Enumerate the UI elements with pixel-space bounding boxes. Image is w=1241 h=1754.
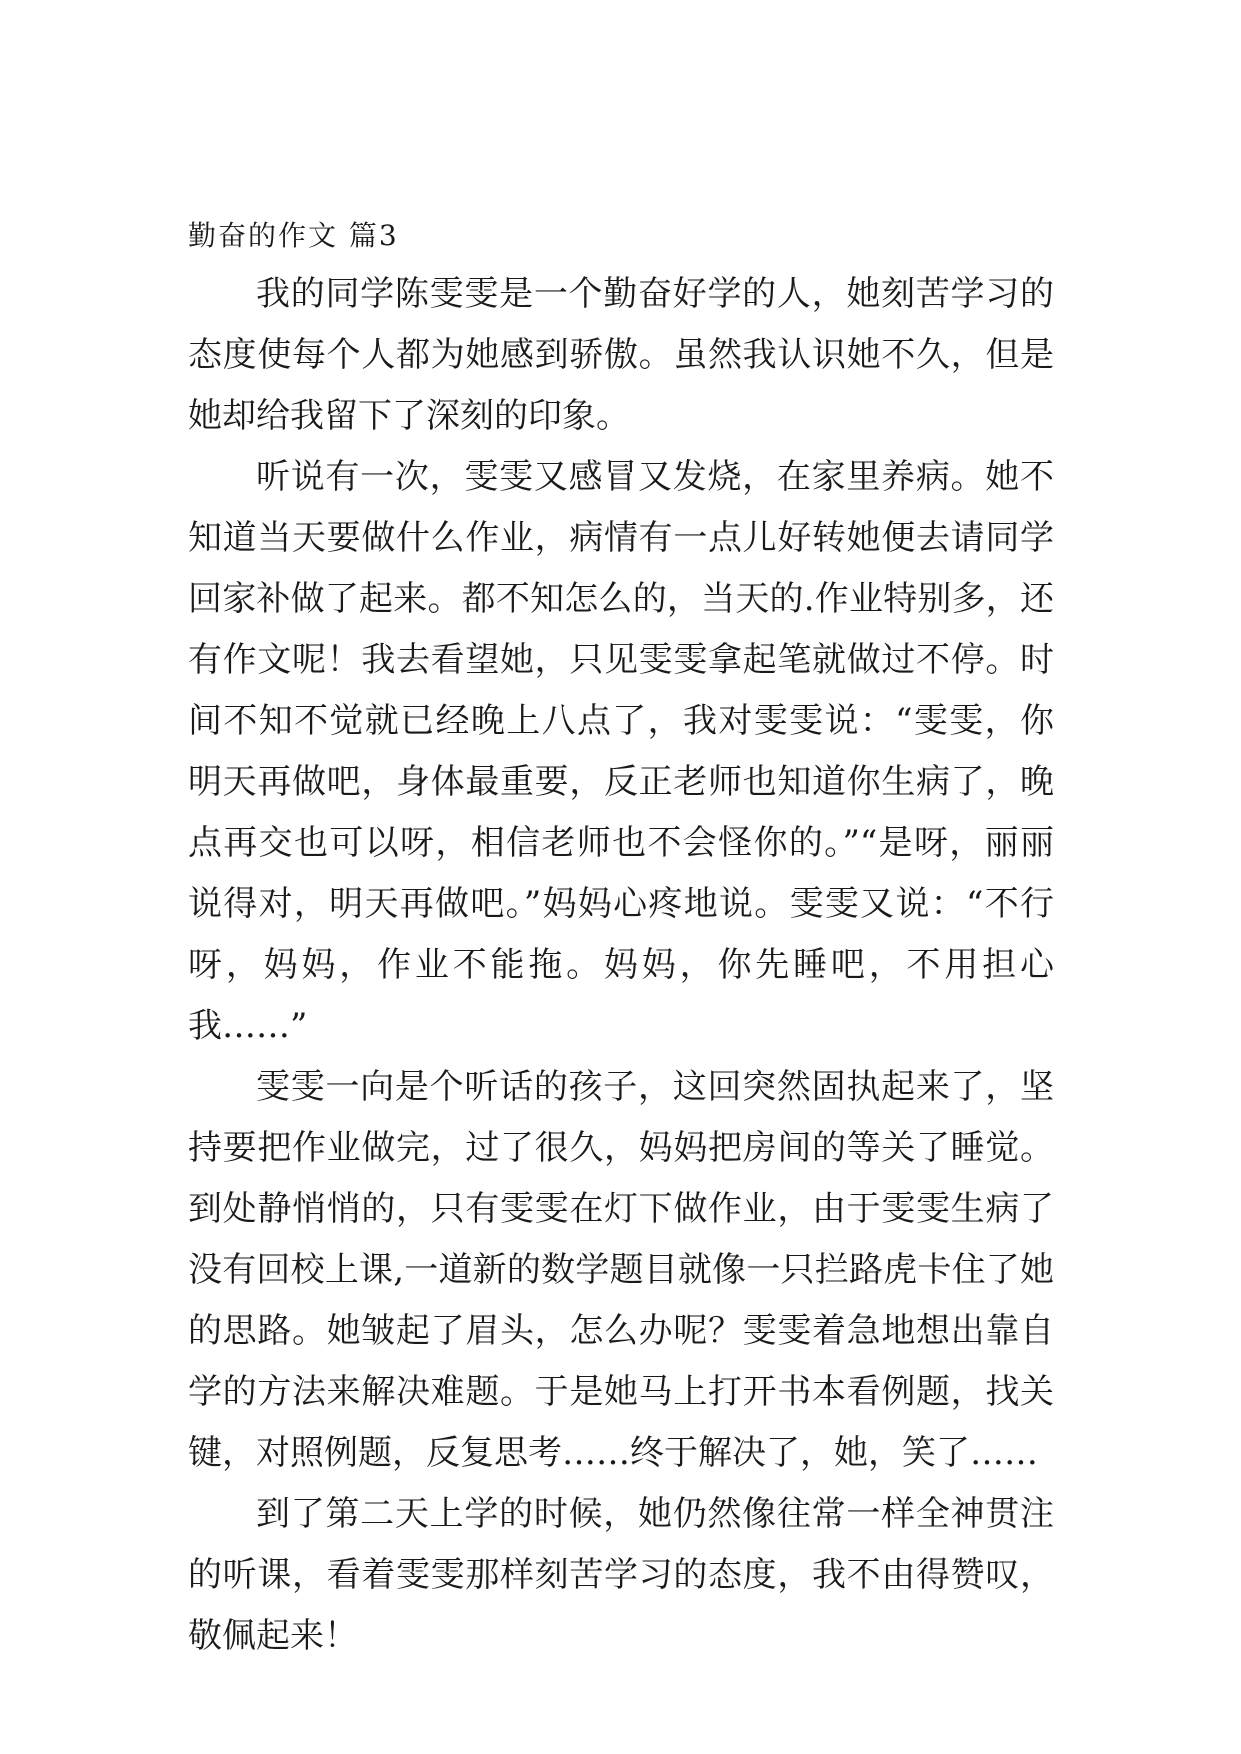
essay-title: 勤奋的作文 篇3 [188, 219, 399, 252]
paragraph-2: 听说有一次，雯雯又感冒又发烧，在家里养病。她不知道当天要做什么作业，病情有一点儿好转她便去请同学回家补做了起来。都不知怎么的，当天的.作业特别多，还有作文呢！我去看望她，只见雯雯拿起笔就做过不停。时间不知不觉就已经晚上八点了，我对雯雯说：“雯雯，你明天再做吧，身体最重要，反正老师也知道你生病了，晚点再交也可以呀，相信老师也不会怪你的。”“是呀，丽丽说得对，明天再做吧。”妈妈心疼地说。雯雯又说：“不行呀，妈妈，作业不能拖。妈妈，你先睡吧，不用担心我……” [188, 457, 1054, 1046]
paragraph-4: 到了第二天上学的时候，她仍然像往常一样全神贯注的听课，看着雯雯那样刻苦学习的态度，我不由得赞叹，敬佩起来！ [188, 1494, 1054, 1656]
paragraph-3: 雯雯一向是个听话的孩子，这回突然固执起来了，坚持要把作业做完，过了很久，妈妈把房间的等关了睡觉。到处静悄悄的，只有雯雯在灯下做作业，由于雯雯生病了没有回校上课,一道新的数学题目就像一只拦路虎卡住了她的思路。她皱起了眉头，怎么办呢？雯雯着急地想出靠自学的方法来解决难题。于是她马上打开书本看例题，找关键，对照例题，反复思考……终于解决了，她，笑了…… [188, 1067, 1054, 1473]
document-body [188, 218, 1054, 1667]
paragraph-1: 我的同学陈雯雯是一个勤奋好学的人，她刻苦学习的态度使每个人都为她感到骄傲。虽然我认识她不久，但是她却给我留下了深刻的印象。 [188, 274, 1054, 436]
